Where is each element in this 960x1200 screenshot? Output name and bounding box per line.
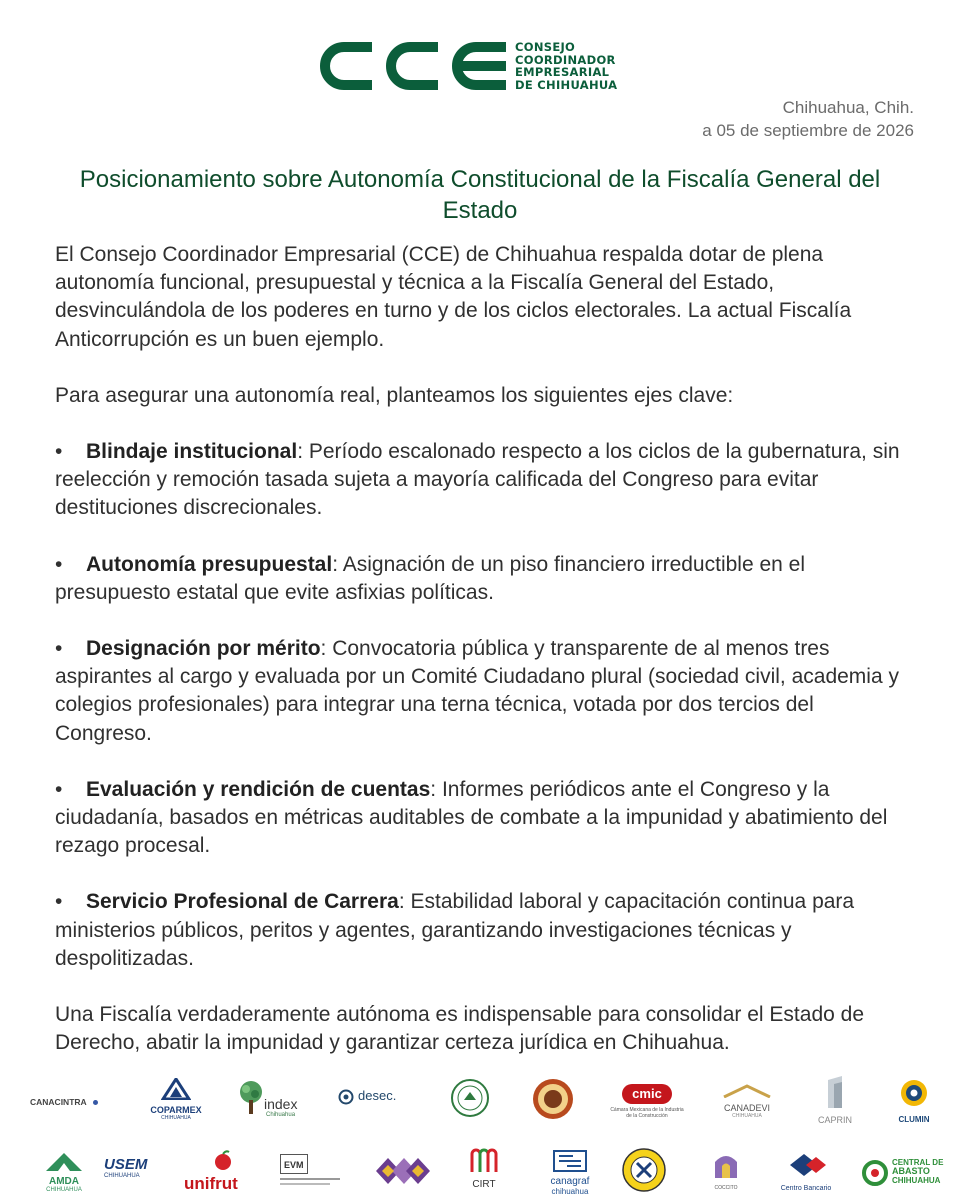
coparmex-logo (145, 1078, 207, 1121)
lead-paragraph: Para asegurar una autonomía real, planteamos los siguientes ejes clave: (55, 383, 734, 407)
cce-logo (316, 38, 512, 90)
bullet-item (55, 635, 915, 748)
index-sub: Chihuahua (266, 1112, 296, 1118)
member-logos (0, 1070, 960, 1200)
diamond-pattern-icon (374, 1156, 432, 1186)
dateline (702, 96, 914, 142)
canadevi-logo (712, 1084, 782, 1119)
association-seal-green-icon (450, 1078, 490, 1118)
bullet-icon: • (55, 440, 63, 464)
bullet-item (55, 551, 915, 607)
clumin-label: CLUMIN (898, 1115, 930, 1124)
letterhead (0, 0, 960, 100)
canacintra-dot-icon (93, 1100, 98, 1105)
unifrut-label: unifrut (184, 1174, 238, 1193)
desec-mark-icon (338, 1089, 354, 1105)
cmic-sub: Cámara Mexicana de la Industria de la Construcción (610, 1107, 684, 1119)
document-title: Posicionamiento sobre Autonomía Constitucional de la Fiscalía General del Estado (79, 166, 881, 224)
bullet-item (55, 776, 915, 861)
canagraf-label: canagraf (550, 1176, 590, 1187)
cirt-logo (462, 1146, 506, 1190)
association-seal-red-icon (532, 1078, 574, 1120)
canagraf-sub: chihuahua (551, 1187, 589, 1196)
centro-bancario-logo (776, 1150, 836, 1192)
cce-line-3: EMPRESARIAL (515, 65, 610, 79)
caprin-logo (808, 1074, 862, 1125)
cce-line-4: DE CHIHUAHUA (515, 77, 618, 92)
central-abasto-line-1: CENTRAL DE (892, 1158, 944, 1167)
cmic-label: cmic (632, 1086, 662, 1101)
cmic-badge (622, 1084, 672, 1104)
cirt-waves-icon (464, 1146, 504, 1174)
coparmex-label: COPARMEX (150, 1105, 202, 1115)
canacintra-logo (30, 1092, 110, 1110)
evm-label: EVM (284, 1160, 304, 1170)
bullet-icon: • (55, 777, 63, 801)
bullet-item (55, 438, 915, 523)
clumin-mark-icon (899, 1076, 929, 1110)
bullet-text: : Informes periódicos ante el Congreso y la ciudadanía, basados en métricas auditables de combate a la impunidad y abatimiento del rezago procesal. (55, 777, 888, 858)
bullet-text: : Período escalonado respecto a los ciclos de la gubernatura, sin reelección y remoción tasada sujeta a mayoría calificada del Congreso para evitar destituciones discrecionales. (55, 440, 900, 520)
canadevi-label: CANADEVI (723, 1103, 770, 1113)
bullet-term: Autonomía presupuestal (86, 552, 333, 576)
tools-seal-icon (622, 1148, 666, 1192)
usem-sub: CHIHUAHUA (104, 1173, 140, 1179)
cirt-label: CIRT (472, 1179, 496, 1190)
conclusion-paragraph: Una Fiscalía verdaderamente autónoma es indispensable para consolidar el Estado de Derecho, abatir la impunidad y garantizar certeza jurídica en Chihuahua. (55, 1003, 864, 1055)
bullet-text: : Asignación de un piso financiero irreductible en el presupuesto estatal que evite asfixias políticas. (55, 552, 806, 604)
document-body (55, 241, 915, 1085)
evm-logo (280, 1154, 352, 1185)
bullet-term: Evaluación y rendición de cuentas (86, 777, 431, 801)
bullet-item (55, 888, 915, 973)
amda-label: AMDA (49, 1176, 79, 1187)
bullet-icon: • (55, 890, 63, 914)
evm-rule (280, 1183, 330, 1185)
building-icon (820, 1074, 850, 1110)
caprin-label: CAPRIN (817, 1115, 852, 1125)
apple-icon (212, 1150, 234, 1170)
canacintra-label: CANACINTRA (30, 1097, 87, 1107)
evm-rule (280, 1178, 340, 1180)
bullet-term: Blindaje institucional (86, 440, 298, 464)
dateline-place: Chihuahua, Chih. (782, 98, 914, 117)
coccito-mark-icon (711, 1150, 741, 1180)
canagraf-logo (540, 1150, 600, 1196)
coccito-logo (704, 1150, 748, 1191)
usem-logo (104, 1156, 168, 1179)
unifrut-logo (184, 1150, 254, 1192)
bullet-term: Designación por mérito (86, 637, 321, 661)
dateline-date: a 05 de septiembre de 2026 (702, 121, 914, 140)
intro-paragraph: El Consejo Coordinador Empresarial (CCE) de Chihuahua respalda dotar de plena autonomía funcional, presupuestal y técnica a la Fiscalía General del Estado, desvinculándola de los poderes en turno y de los ciclos electorales. La actual Fiscalía Anticorrupción es un buen ejemplo. (55, 243, 852, 351)
central-abasto-line-2: ABASTO (892, 1166, 930, 1176)
bullet-term: Servicio Profesional de Carrera (86, 890, 399, 914)
central-abasto-text (892, 1158, 943, 1185)
centro-bancario-mark-icon (784, 1150, 828, 1180)
centro-bancario-label: Centro Bancario (780, 1185, 832, 1192)
bullet-icon: • (55, 552, 63, 576)
clumin-logo (890, 1076, 938, 1124)
coparmex-sub: CHIHUAHUA (161, 1115, 191, 1121)
cce-line-2: COORDINADOR (515, 52, 616, 67)
coccito-label: COCCITO (714, 1185, 738, 1191)
mountain-icon (44, 1150, 84, 1172)
tree-icon (238, 1080, 264, 1116)
desec-label: desec. (358, 1088, 397, 1103)
amda-logo (36, 1150, 92, 1193)
cmic-logo (607, 1084, 687, 1119)
bullet-text: : Estabilidad laboral y capacitación continua para ministerios públicos, peritos y agentes, garantizando investigaciones técnicas y despolitizadas. (55, 890, 855, 970)
bullet-icon: • (55, 637, 63, 661)
coparmex-mark-icon (161, 1078, 191, 1100)
amda-sub: CHIHUAHUA (46, 1187, 82, 1193)
canagraf-mark-icon (553, 1150, 587, 1172)
canadevi-sub: CHIHUAHUA (732, 1113, 762, 1119)
index-label: index (264, 1096, 298, 1112)
evm-badge (280, 1154, 308, 1174)
roof-icon (722, 1084, 772, 1098)
bullet-text: : Convocatoria pública y transparente de al menos tres aspirantes al cargo y evaluada por un Comité Ciudadano plural (sociedad civil, academia y colegios profesionales) para integrar una terna técnica, votada por dos tercios del Congreso. (55, 637, 899, 745)
cce-line-1: CONSEJO (515, 40, 576, 54)
cce-wordmark (515, 41, 617, 91)
central-abasto-line-3: CHIHUAHUA (892, 1176, 941, 1185)
central-abasto-mark-icon (862, 1160, 890, 1186)
usem-label: USEM (104, 1156, 148, 1173)
